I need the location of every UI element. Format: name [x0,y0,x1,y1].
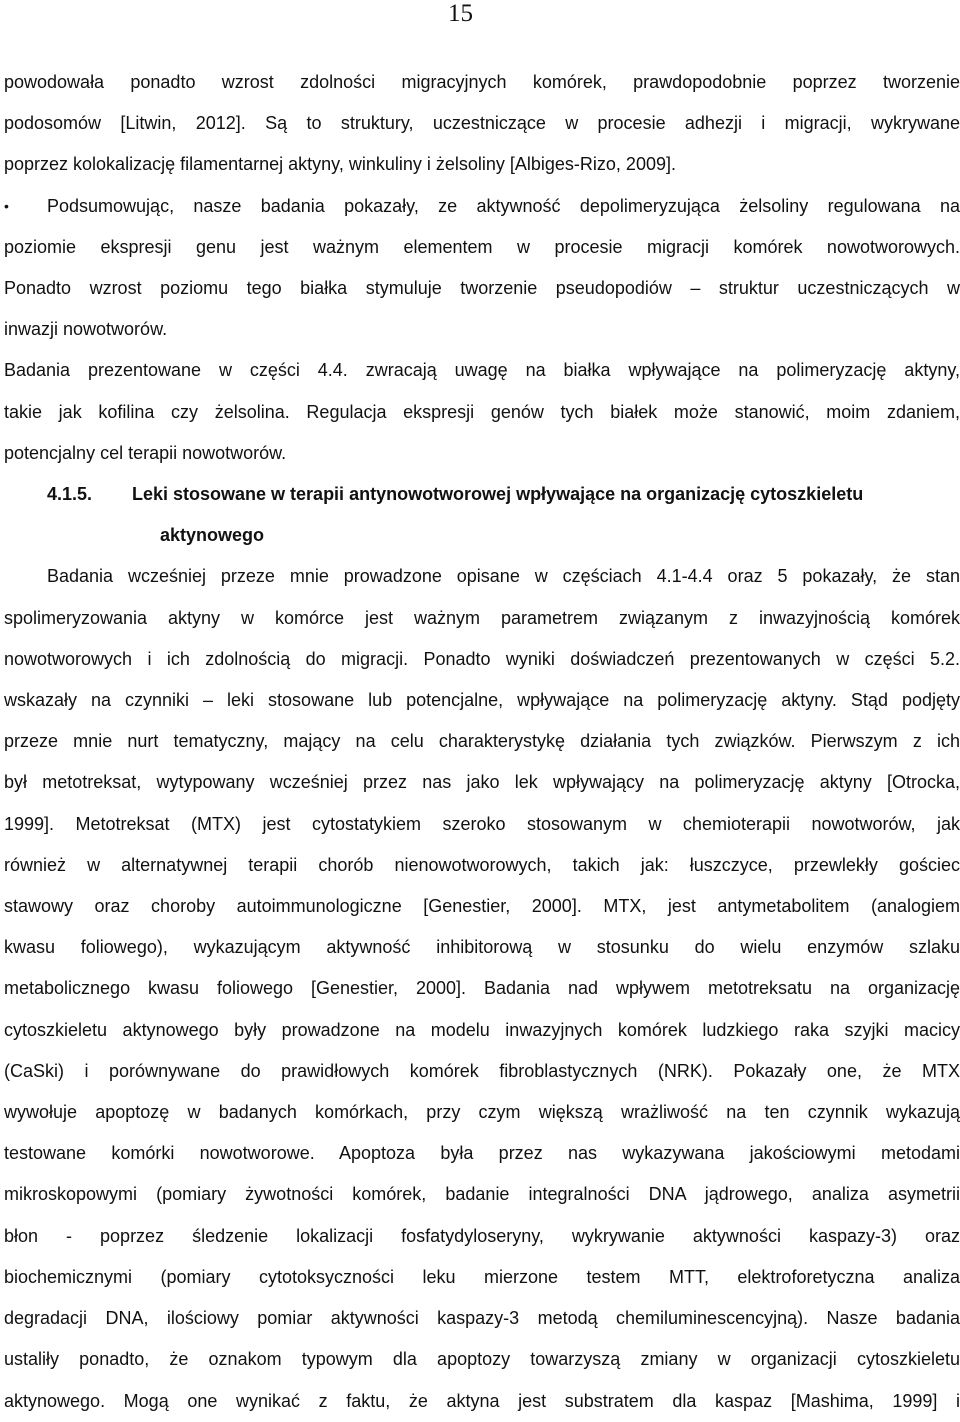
text-line: potencjalny cel terapii nowotworów. [4,442,287,463]
text-line: błon - poprzez śledzenie lokalizacji fosfatydyloseryny, wykrywanie aktywności kaspazy-3) oraz [4,1225,960,1246]
text-line: (CaSki) i porównywane do prawidłowych komórek fibroblastycznych (NRK). Pokazały one, że MTX [4,1060,960,1081]
document-body [4,62,960,1422]
paragraph-methotrexate [4,556,960,1421]
text-line: metabolicznego kwasu foliowego [Genestier, 2000]. Badania nad wpływem metotreksatu na organizację [4,978,960,999]
text-line: takie jak kofilina czy żelsolina. Regulacja ekspresji genów tych białek może stanowić, moim zdaniem, [4,401,960,422]
text-line: stawowy oraz choroby autoimmunologiczne [Genestier, 2000]. MTX, jest antymetabolitem (analogiem [4,896,960,917]
text-line: degradacji DNA, ilościowy pomiar aktywności kaspazy-3 metodą chemiluminescencyjną). Nasze badania [4,1308,960,1329]
text-line: ustaliły ponadto, że oznakom typowym dla apoptozy towarzyszą zmiany w organizacji cytoszkieletu [4,1349,960,1370]
text-line: testowane komórki nowotworowe. Apoptoza była przez nas wykazywana jakościowymi metodami [4,1143,960,1164]
bullet-summary [4,186,960,351]
text-line: mikroskopowymi (pomiary żywotności komórek, badanie integralności DNA jądrowego, analiza asymetrii [4,1184,960,1205]
text-line: biochemicznymi (pomiary cytotoksyczności leku mierzone testem MTT, elektroforetyczna analiza [4,1266,960,1287]
section-title-continued: aktynowego [160,525,265,546]
text-line: 1999]. Metotreksat (MTX) jest cytostatykiem szeroko stosowanym w chemioterapii nowotworów, jak [4,813,960,834]
text-line: spolimeryzowania aktyny w komórce jest ważnym parametrem związanym z inwazyjnością komórek [4,607,960,628]
section-number: 4.1.5. [47,484,93,505]
text-line: kwasu foliowego), wykazującym aktywność inhibitorową w stosunku do wielu enzymów szlaku [4,937,960,958]
section-heading [4,474,960,556]
section-title: Leki stosowane w terapii antynowotworowej wpływające na organizację cytoszkieletu [132,484,864,505]
text-line: poprzez kolokalizację filamentarnej aktyny, winkuliny i żelsoliny [Albiges-Rizo, 2009]. [4,154,676,175]
text-line: wskazały na czynniki – leki stosowane lub potencjalne, wpływające na polimeryzację aktyny. Stąd podjęty [4,690,960,711]
text-line: powodowała ponadto wzrost zdolności migracyjnych komórek, prawdopodobnie poprzez tworzenie [4,72,960,92]
text-line: Podsumowując, nasze badania pokazały, ze aktywność depolimeryzująca żelsoliny regulowana na [47,195,960,216]
text-line: przeze mnie nurt tematyczny, mający na celu charakterystykę działania tych związków. Pierwszym z ich [4,731,960,752]
text-line: poziomie ekspresji genu jest ważnym elementem w procesie migracji komórek nowotworowych. [4,236,960,257]
text-line: wywołuje apoptozę w badanych komórkach, przy czym większą wrażliwość na ten czynnik wykazują [4,1102,960,1123]
text-line: Badania wcześniej przeze mnie prowadzone opisane w częściach 4.1-4.4 oraz 5 pokazały, że stan [47,566,960,587]
text-line: Ponadto wzrost poziomu tego białka stymuluje tworzenie pseudopodiów – struktur uczestniczących w [4,278,960,299]
text-line: nowotworowych i ich zdolnością do migracji. Ponadto wyniki doświadczeń prezentowanych w części 5.2. [4,648,960,669]
page-number: 15 [448,0,473,27]
text-line: inwazji nowotworów. [4,319,168,340]
text-line: aktynowego. Mogą one wynikać z faktu, że aktyna jest substratem dla kaspaz [Mashima, 1999] i [4,1390,960,1411]
text-line: Badania prezentowane w części 4.4. zwracają uwagę na białka wpływające na polimeryzację aktyny, [4,360,960,381]
paragraph-actin-proteins [4,350,960,474]
text-line: również w alternatywnej terapii chorób nienowotworowych, takich jak: łuszczyce, przewlekły gościec [4,854,960,875]
paragraph-migration [4,62,960,186]
text-line: podosomów [Litwin, 2012]. Są to struktury, uczestniczące w procesie adhezji i migracji, wykrywane [4,113,960,134]
text-line: cytoszkieletu aktynowego były prowadzone na modelu inwazyjnych komórek ludzkiego raka szyjki macicy [4,1019,960,1040]
text-line: był metotreksat, wytypowany wcześniej przez nas jako lek wpływający na polimeryzację aktyny [Otrocka, [4,772,960,793]
bullet-icon: • [4,197,9,214]
